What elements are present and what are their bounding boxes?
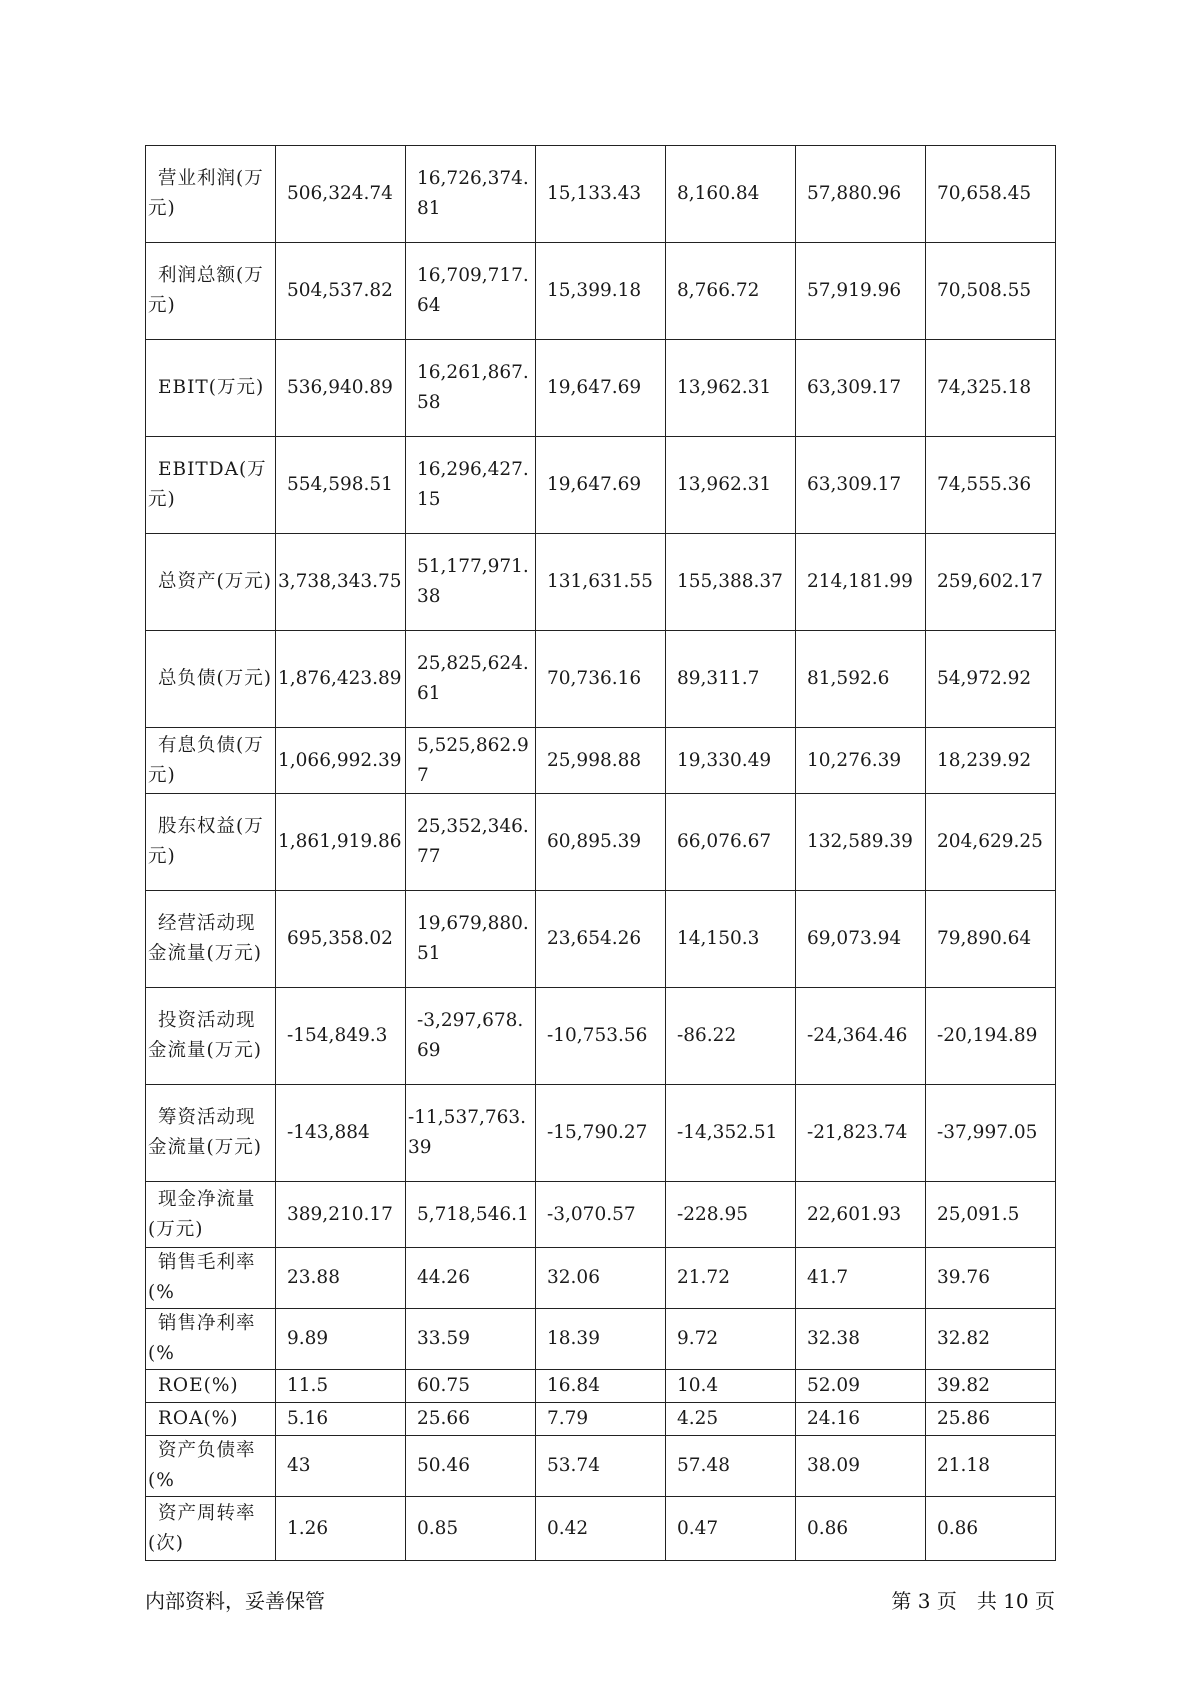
table-row: [146, 794, 1056, 891]
table-cell: 8,766.72: [666, 243, 796, 340]
table-cell: 0.47: [666, 1497, 796, 1561]
table-row: [146, 1436, 1056, 1497]
table-cell: 0.86: [796, 1497, 926, 1561]
table-cell: 63,309.17: [796, 437, 926, 534]
table-cell: 15,133.43: [536, 146, 666, 243]
table-row: [146, 1248, 1056, 1309]
table-row: [146, 146, 1056, 243]
row-label: 营业利润(万元): [146, 146, 276, 243]
row-label: 经营活动现金流量(万元): [146, 891, 276, 988]
table-cell: 41.7: [796, 1248, 926, 1309]
footer-confidential-note: 内部资料，妥善保管: [145, 1589, 325, 1613]
table-cell: 1,876,423.89: [276, 631, 406, 728]
table-row: [146, 988, 1056, 1085]
row-label: 资产周转率(次): [146, 1497, 276, 1561]
table-row: [146, 534, 1056, 631]
row-label: ROA(%): [146, 1403, 276, 1436]
table-cell: 25,091.5: [926, 1182, 1056, 1248]
table-cell: -3,070.57: [536, 1182, 666, 1248]
table-cell: 69,073.94: [796, 891, 926, 988]
table-cell: 506,324.74: [276, 146, 406, 243]
table-cell: 43: [276, 1436, 406, 1497]
table-cell: 11.5: [276, 1370, 406, 1403]
table-cell: 60,895.39: [536, 794, 666, 891]
table-cell: 16,296,427.15: [406, 437, 536, 534]
table-cell: 0.85: [406, 1497, 536, 1561]
table-row: [146, 631, 1056, 728]
table-cell: 50.46: [406, 1436, 536, 1497]
table-cell: 25,352,346.77: [406, 794, 536, 891]
table-cell: 21.18: [926, 1436, 1056, 1497]
table-cell: 554,598.51: [276, 437, 406, 534]
table-cell: 7.79: [536, 1403, 666, 1436]
table-cell: 204,629.25: [926, 794, 1056, 891]
table-cell: 21.72: [666, 1248, 796, 1309]
table-cell: 1,066,992.39: [276, 728, 406, 794]
table-cell: 33.59: [406, 1309, 536, 1370]
table-row: [146, 1370, 1056, 1403]
row-label: 筹资活动现金流量(万元): [146, 1085, 276, 1182]
table-cell: 53.74: [536, 1436, 666, 1497]
table-cell: 5,525,862.97: [406, 728, 536, 794]
table-cell: -86.22: [666, 988, 796, 1085]
row-label: 股东权益(万元): [146, 794, 276, 891]
table-cell: 70,508.55: [926, 243, 1056, 340]
table-row: [146, 437, 1056, 534]
table-cell: 44.26: [406, 1248, 536, 1309]
row-label: 现金净流量(万元): [146, 1182, 276, 1248]
table-cell: 15,399.18: [536, 243, 666, 340]
table-cell: 9.72: [666, 1309, 796, 1370]
row-label: 销售毛利率(%: [146, 1248, 276, 1309]
table-cell: 5,718,546.1: [406, 1182, 536, 1248]
table-row: [146, 1182, 1056, 1248]
row-label: EBIT(万元): [146, 340, 276, 437]
row-label: 有息负债(万元): [146, 728, 276, 794]
table-cell: 14,150.3: [666, 891, 796, 988]
table-cell: 70,658.45: [926, 146, 1056, 243]
table-cell: -154,849.3: [276, 988, 406, 1085]
table-cell: 259,602.17: [926, 534, 1056, 631]
row-label: ROE(%): [146, 1370, 276, 1403]
table-row: [146, 1085, 1056, 1182]
table-cell: 8,160.84: [666, 146, 796, 243]
row-label: 投资活动现金流量(万元): [146, 988, 276, 1085]
table-row: [146, 1497, 1056, 1561]
table-row: [146, 891, 1056, 988]
table-cell: 60.75: [406, 1370, 536, 1403]
table-cell: 1.26: [276, 1497, 406, 1561]
table-row: [146, 728, 1056, 794]
table-cell: 32.38: [796, 1309, 926, 1370]
table-cell: 389,210.17: [276, 1182, 406, 1248]
table-cell: 19,330.49: [666, 728, 796, 794]
financial-table: [145, 145, 1056, 1561]
table-cell: 131,631.55: [536, 534, 666, 631]
table-cell: 52.09: [796, 1370, 926, 1403]
table-cell: 89,311.7: [666, 631, 796, 728]
row-label: 总负债(万元): [146, 631, 276, 728]
table-cell: -14,352.51: [666, 1085, 796, 1182]
table-cell: 19,647.69: [536, 340, 666, 437]
table-cell: -20,194.89: [926, 988, 1056, 1085]
table-cell: 38.09: [796, 1436, 926, 1497]
table-cell: 9.89: [276, 1309, 406, 1370]
table-cell: -11,537,763.39: [406, 1085, 536, 1182]
table-cell: 19,679,880.51: [406, 891, 536, 988]
table-cell: 74,325.18: [926, 340, 1056, 437]
table-cell: -143,884: [276, 1085, 406, 1182]
table-cell: 79,890.64: [926, 891, 1056, 988]
table-cell: 23,654.26: [536, 891, 666, 988]
table-cell: 70,736.16: [536, 631, 666, 728]
table-cell: -15,790.27: [536, 1085, 666, 1182]
table-cell: 25,998.88: [536, 728, 666, 794]
table-cell: 4.25: [666, 1403, 796, 1436]
table-cell: 16,261,867.58: [406, 340, 536, 437]
table-cell: 13,962.31: [666, 340, 796, 437]
footer-page-number: 第 3 页 共 10 页: [891, 1589, 1055, 1613]
table-cell: 22,601.93: [796, 1182, 926, 1248]
table-cell: -228.95: [666, 1182, 796, 1248]
table-cell: 19,647.69: [536, 437, 666, 534]
table-cell: 16,709,717.64: [406, 243, 536, 340]
table-cell: 54,972.92: [926, 631, 1056, 728]
table-cell: 504,537.82: [276, 243, 406, 340]
table-cell: 23.88: [276, 1248, 406, 1309]
table-cell: -10,753.56: [536, 988, 666, 1085]
table-cell: 39.82: [926, 1370, 1056, 1403]
table-cell: 81,592.6: [796, 631, 926, 728]
table-cell: 32.06: [536, 1248, 666, 1309]
table-cell: 13,962.31: [666, 437, 796, 534]
table-cell: -24,364.46: [796, 988, 926, 1085]
table-cell: 0.86: [926, 1497, 1056, 1561]
table-body: [146, 146, 1056, 1561]
table-cell: 66,076.67: [666, 794, 796, 891]
table-cell: 25.66: [406, 1403, 536, 1436]
row-label: 资产负债率(%: [146, 1436, 276, 1497]
table-cell: 24.16: [796, 1403, 926, 1436]
table-cell: 32.82: [926, 1309, 1056, 1370]
table-cell: 74,555.36: [926, 437, 1056, 534]
table-cell: 10.4: [666, 1370, 796, 1403]
table-cell: 63,309.17: [796, 340, 926, 437]
table-cell: 10,276.39: [796, 728, 926, 794]
table-cell: 25,825,624.61: [406, 631, 536, 728]
table-cell: -3,297,678.69: [406, 988, 536, 1085]
table-cell: 39.76: [926, 1248, 1056, 1309]
table-cell: 57.48: [666, 1436, 796, 1497]
table-cell: 536,940.89: [276, 340, 406, 437]
row-label: 销售净利率(%: [146, 1309, 276, 1370]
row-label: 利润总额(万元): [146, 243, 276, 340]
table-cell: 1,861,919.86: [276, 794, 406, 891]
table-cell: 57,880.96: [796, 146, 926, 243]
table-cell: 18,239.92: [926, 728, 1056, 794]
table-cell: 18.39: [536, 1309, 666, 1370]
table-row: [146, 340, 1056, 437]
table-cell: 132,589.39: [796, 794, 926, 891]
table-row: [146, 1309, 1056, 1370]
table-cell: 57,919.96: [796, 243, 926, 340]
table-cell: 695,358.02: [276, 891, 406, 988]
table-cell: 0.42: [536, 1497, 666, 1561]
table-cell: -21,823.74: [796, 1085, 926, 1182]
row-label: 总资产(万元): [146, 534, 276, 631]
table-cell: 25.86: [926, 1403, 1056, 1436]
table-cell: 16.84: [536, 1370, 666, 1403]
table-cell: 3,738,343.75: [276, 534, 406, 631]
table-cell: 16,726,374.81: [406, 146, 536, 243]
table-row: [146, 1403, 1056, 1436]
table-row: [146, 243, 1056, 340]
table-cell: 214,181.99: [796, 534, 926, 631]
table-cell: 51,177,971.38: [406, 534, 536, 631]
table-cell: 155,388.37: [666, 534, 796, 631]
table-cell: -37,997.05: [926, 1085, 1056, 1182]
table-cell: 5.16: [276, 1403, 406, 1436]
row-label: EBITDA(万元): [146, 437, 276, 534]
